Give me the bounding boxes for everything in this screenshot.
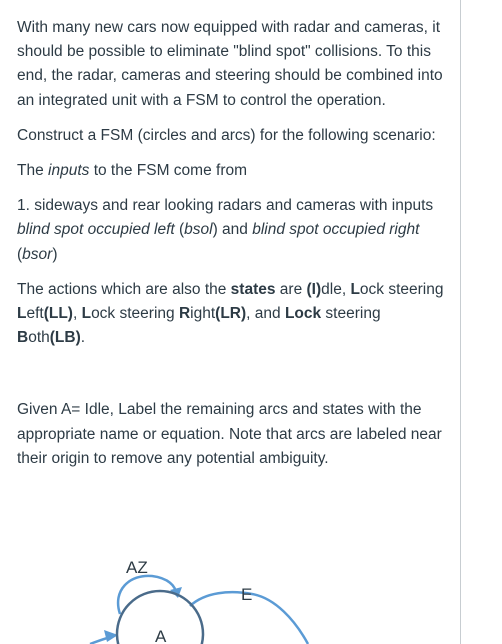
bsor-term: blind spot occupied right — [252, 221, 420, 239]
states-text: oth — [28, 329, 50, 347]
states-text: , and — [246, 305, 285, 323]
states-text: ight — [190, 305, 216, 323]
intro-paragraph: With many new cars now equipped with radar and cameras, it should be possible to eliminate "blind spot" collisions. To this end, the radar, cameras and steering should be combined into an integrated unit with a FSM to control the operation. — [17, 19, 443, 109]
sensor-text: 1. sideways and rear looking radars and cameras with inputs — [17, 197, 434, 215]
states-bold: states — [230, 280, 276, 298]
fsm-diagram — [0, 540, 460, 644]
sensor-text: ) and — [212, 221, 253, 239]
states-text: are — [275, 280, 307, 298]
task-paragraph: Construct a FSM (circles and arcs) for the following scenario: — [17, 126, 436, 144]
inputs-pre: The — [17, 162, 49, 180]
spacer — [17, 361, 447, 398]
inputs-post: to the FSM come from — [89, 162, 248, 180]
right-gutter — [461, 0, 502, 644]
states-bold: B — [17, 329, 29, 347]
self-loop-label: AZ — [126, 558, 148, 577]
idle-bold: (I) — [306, 280, 322, 298]
ll-bold: (LL) — [43, 305, 73, 323]
states-text: eft — [26, 305, 44, 323]
lb-bold: (LB) — [49, 329, 81, 347]
question-text — [17, 16, 447, 482]
states-bold: L — [350, 280, 360, 298]
states-bold: L — [17, 305, 27, 323]
state-a-label: A — [155, 627, 167, 644]
states-bold: Lock — [284, 305, 322, 323]
states-text: ock steering — [91, 305, 179, 323]
states-bold: R — [178, 305, 191, 323]
arc-e-label: E — [241, 585, 253, 604]
states-text: The actions which are also the — [17, 280, 231, 298]
states-text: steering — [321, 305, 381, 323]
lr-bold: (LR) — [215, 305, 247, 323]
inputs-paragraph — [17, 159, 447, 183]
states-text: . — [80, 329, 86, 347]
bsor-abbrev: bsor — [22, 245, 53, 263]
states-paragraph — [17, 278, 447, 351]
states-text: ock steering — [359, 280, 444, 298]
instructions-paragraph: Given A= Idle, Label the remaining arcs and states with the appropriate name or equation. Note that arcs are labeled near their origin to remove any potential ambiguity. — [17, 401, 442, 467]
sensor-paragraph — [17, 194, 447, 267]
states-text: , — [72, 305, 82, 323]
states-bold: L — [81, 305, 92, 323]
sensor-text: ( — [17, 245, 23, 263]
sensor-text: ( — [174, 221, 185, 239]
sensor-text: ) — [52, 245, 58, 263]
bsol-term: blind spot occupied left — [17, 221, 175, 239]
states-text: dle, — [321, 280, 351, 298]
inputs-emphasis: inputs — [48, 162, 90, 180]
bsol-abbrev: bsol — [184, 221, 213, 239]
